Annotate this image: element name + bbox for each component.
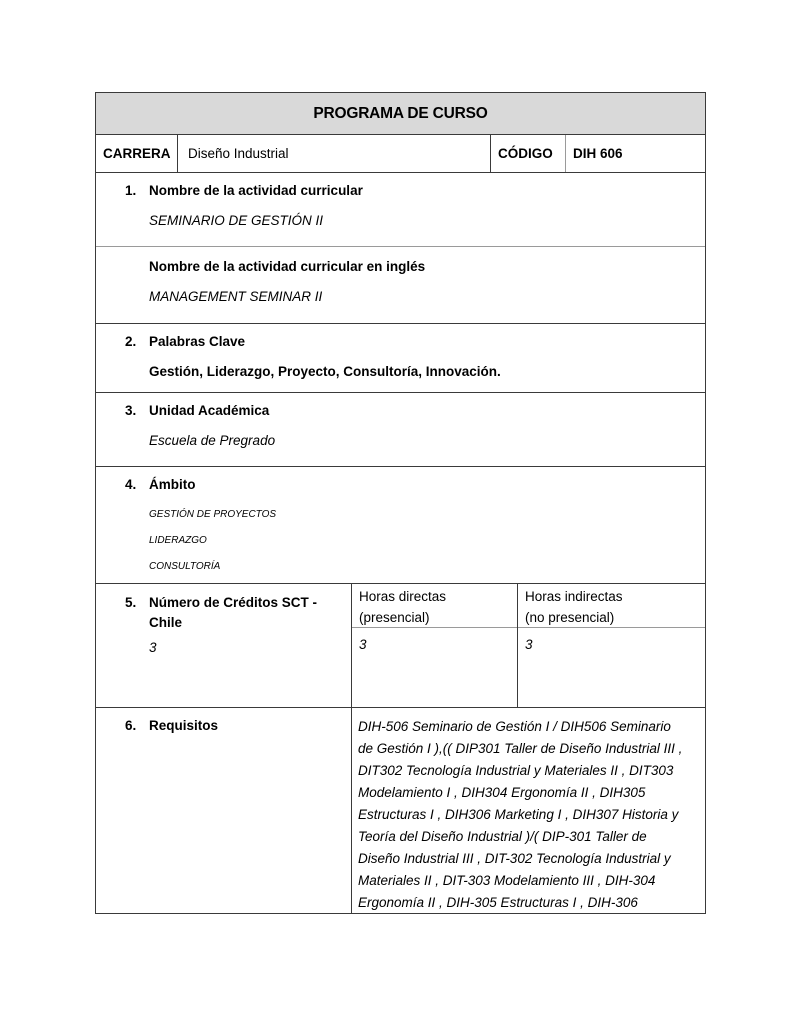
section-3-title: Unidad Académica <box>149 403 270 418</box>
section-4-heading <box>125 477 196 492</box>
section-3-value: Escuela de Pregrado <box>149 433 276 448</box>
section-1-value: SEMINARIO DE GESTIÓN II <box>149 213 324 228</box>
direct-hours-value: 3 <box>359 637 367 652</box>
course-program-table <box>95 92 706 914</box>
codigo-value: DIH 606 <box>573 146 623 161</box>
section-4-item: GESTIÓN DE PROYECTOS <box>149 509 277 520</box>
indirect-hours-cell <box>518 584 705 707</box>
section-1-english-title: Nombre de la actividad curricular en inglés <box>149 259 426 274</box>
section-3 <box>96 393 705 467</box>
section-6 <box>96 708 705 913</box>
section-1-number: 1. <box>125 183 137 198</box>
section-3-number: 3. <box>125 403 137 418</box>
section-3-heading <box>125 403 269 418</box>
section-6-title: Requisitos <box>149 718 219 733</box>
table-header <box>96 93 705 135</box>
direct-hours-label-line1: Horas directas <box>359 589 447 604</box>
document-title: PROGRAMA DE CURSO <box>313 104 488 122</box>
indirect-hours-value: 3 <box>525 637 533 652</box>
section-5-number: 5. <box>125 595 137 610</box>
direct-hours-label-line2: (presencial) <box>359 610 430 625</box>
section-1 <box>96 173 705 247</box>
section-1-heading <box>125 183 363 198</box>
section-5-title-line1: Número de Créditos SCT - <box>149 595 318 610</box>
section-4-number: 4. <box>125 477 137 492</box>
requirements-line: DIT302 Tecnología Industrial y Materiales II , DIT303 <box>358 763 674 778</box>
carrera-label: CARRERA <box>96 135 178 172</box>
section-5-title-line2: Chile <box>149 615 183 630</box>
section-6-number: 6. <box>125 718 137 733</box>
codigo-label: CÓDIGO <box>491 135 566 172</box>
requirements-line: Modelamiento I , DIH304 Ergonomía II , DIH305 <box>358 785 646 800</box>
section-5-credits-cell <box>96 584 352 707</box>
section-4-item: CONSULTORÍA <box>149 561 221 572</box>
section-5-heading <box>125 593 317 633</box>
requirements-line: Ergonomía II , DIH-305 Estructuras I , DIH-306 <box>358 895 638 910</box>
carrera-row <box>96 135 705 173</box>
section-4-item: LIDERAZGO <box>149 535 207 546</box>
section-5 <box>96 584 705 708</box>
section-2-heading <box>125 334 245 349</box>
direct-hours-label <box>352 584 517 628</box>
section-2-value: Gestión, Liderazgo, Proyecto, Consultoría, Innovación. <box>149 364 501 379</box>
section-1-english-value: MANAGEMENT SEMINAR II <box>149 289 323 304</box>
section-1-title: Nombre de la actividad curricular <box>149 183 363 198</box>
indirect-hours-label <box>518 584 705 628</box>
section-2-title: Palabras Clave <box>149 334 246 349</box>
section-2-number: 2. <box>125 334 137 349</box>
requirements-line: de Gestión I ),(( DIP301 Taller de Diseño Industrial III , <box>358 741 683 756</box>
requirements-line: Diseño Industrial III , DIT-302 Tecnología Industrial y <box>358 851 671 866</box>
indirect-hours-label-line1: Horas indirectas <box>525 589 623 604</box>
section-5-credits-value: 3 <box>149 640 157 655</box>
requirements-text <box>352 708 705 913</box>
direct-hours-cell <box>352 584 518 707</box>
requirements-line: DIH-506 Seminario de Gestión I / DIH506 Seminario <box>358 719 671 734</box>
requirements-line: Materiales II , DIT-303 Modelamiento III , DIH-304 <box>358 873 656 888</box>
requirements-line: Estructuras I , DIH306 Marketing I , DIH307 Historia y <box>358 807 679 822</box>
section-6-label-cell <box>96 708 352 913</box>
section-2 <box>96 324 705 393</box>
section-6-heading <box>125 718 218 733</box>
section-1-english <box>96 247 705 324</box>
carrera-value: Diseño Industrial <box>178 135 491 172</box>
requirements-line: Teoría del Diseño Industrial )/( DIP-301 Taller de <box>358 829 647 844</box>
indirect-hours-label-line2: (no presencial) <box>525 610 615 625</box>
section-4-title: Ámbito <box>149 477 196 492</box>
section-4 <box>96 467 705 584</box>
